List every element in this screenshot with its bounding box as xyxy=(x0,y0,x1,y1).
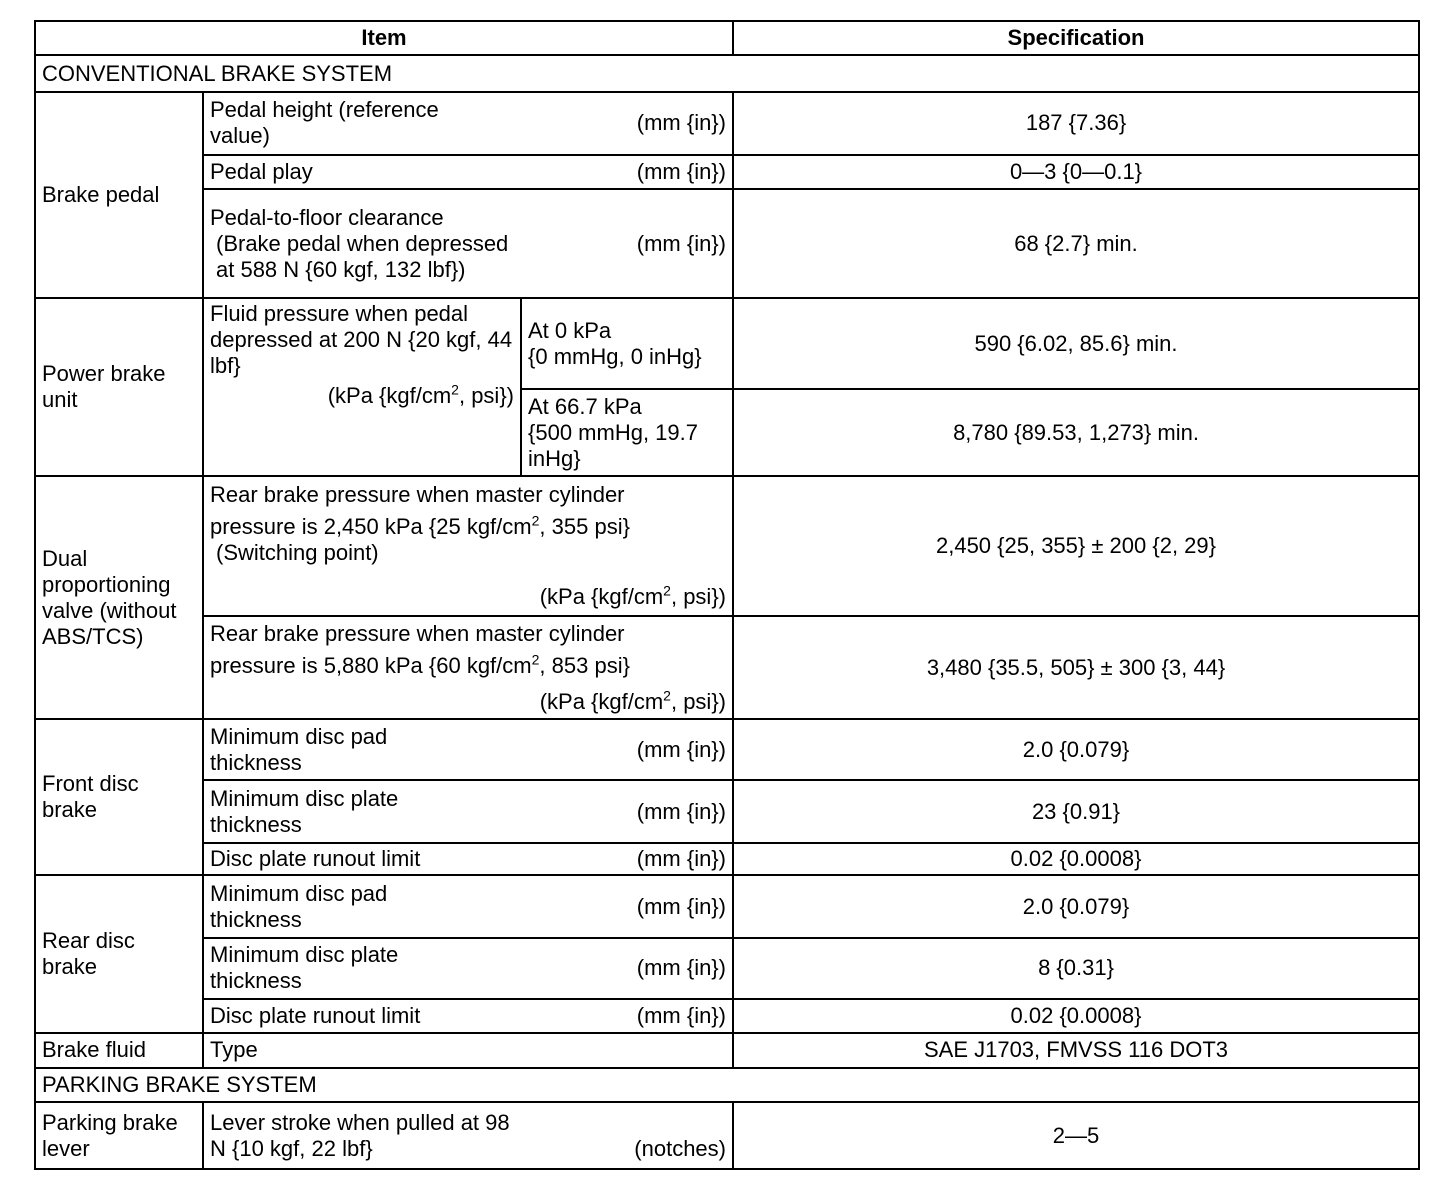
dual-row2-spec: 3,480 {35.5, 505} ± 300 {3, 44} xyxy=(733,616,1419,719)
line-text: , 355 psi} xyxy=(539,514,630,540)
cond-667kpa xyxy=(521,389,733,476)
front-plate-unit: (mm {in}) xyxy=(636,798,726,824)
dual-row1-line2 xyxy=(210,514,726,540)
table-row xyxy=(35,938,1419,999)
item-cell xyxy=(203,1102,733,1169)
rear-pad-unit: (mm {in}) xyxy=(636,893,726,919)
dual-row1-line3: (Switching point) xyxy=(216,540,379,566)
dual-row2-unit xyxy=(210,689,726,715)
section-row xyxy=(35,1068,1419,1102)
power-brake-item xyxy=(203,298,521,476)
brake-spec-table xyxy=(34,20,1420,1170)
line-sup: 2 xyxy=(531,513,540,529)
pedal-height-unit: (mm {in}) xyxy=(636,110,726,136)
dual-row2-line1: Rear brake pressure when master cylinder xyxy=(210,620,625,646)
parking-lever-desc: Lever stroke when pulled at 98 N {10 kgf, 22 lbf} xyxy=(210,1109,510,1161)
item-cell xyxy=(203,155,733,189)
table-row xyxy=(35,780,1419,843)
group-parking-lever: Parking brake lever xyxy=(35,1102,203,1169)
group-power-brake: Power brake unit xyxy=(35,298,203,476)
floor-clearance-line2: (Brake pedal when depressed at 588 N {60 kgf, 132 lbf}) xyxy=(216,230,509,282)
floor-clearance-line1: Pedal-to-floor clearance xyxy=(210,204,444,230)
unit-sup: 2 xyxy=(663,583,671,599)
front-pad-desc: Minimum disc pad thickness xyxy=(210,723,388,775)
line-text: pressure is 5,880 kPa {60 kgf/cm xyxy=(210,652,532,678)
group-brake-fluid: Brake fluid xyxy=(35,1033,203,1067)
cond-0kpa-line1: At 0 kPa xyxy=(528,317,612,343)
table-row xyxy=(35,298,1419,389)
unit-sup: 2 xyxy=(451,382,459,398)
item-cell xyxy=(203,875,733,938)
table-header-row xyxy=(35,21,1419,55)
pedal-play-unit: (mm {in}) xyxy=(636,158,726,184)
front-plate-spec: 23 {0.91} xyxy=(733,780,1419,843)
section-parking: PARKING BRAKE SYSTEM xyxy=(35,1068,1419,1102)
front-runout-unit: (mm {in}) xyxy=(636,846,726,872)
item-cell xyxy=(203,189,733,298)
brake-fluid-desc: Type xyxy=(203,1033,733,1067)
item-cell xyxy=(203,843,733,875)
rear-pad-desc: Minimum disc pad thickness xyxy=(210,880,388,932)
front-runout-spec: 0.02 {0.0008} xyxy=(733,843,1419,875)
unit-sup: 2 xyxy=(663,687,671,704)
dual-row2-line2 xyxy=(210,653,726,679)
group-rear-disc: Rear disc brake xyxy=(35,875,203,1033)
group-dual-valve: Dual proportioning valve (without ABS/TCS) xyxy=(35,476,203,719)
front-runout-desc: Disc plate runout limit xyxy=(210,846,421,872)
pedal-height-spec: 187 {7.36} xyxy=(733,92,1419,155)
table-row xyxy=(35,875,1419,938)
line-sup: 2 xyxy=(531,651,540,668)
item-cell xyxy=(203,719,733,780)
unit-text: (kPa {kgf/cm xyxy=(539,584,664,610)
front-pad-spec: 2.0 {0.079} xyxy=(733,719,1419,780)
table-row xyxy=(35,189,1419,298)
floor-clearance-desc xyxy=(210,205,530,283)
rear-plate-desc: Minimum disc plate thickness xyxy=(210,942,399,994)
cond-667kpa-line1: At 66.7 kPa xyxy=(528,393,642,419)
cond-667kpa-line2: {500 mmHg, 19.7 inHg} xyxy=(528,419,698,471)
rear-plate-spec: 8 {0.31} xyxy=(733,938,1419,999)
unit-text: (kPa {kgf/cm xyxy=(539,688,664,714)
cond-0kpa-spec: 590 {6.02, 85.6} min. xyxy=(733,298,1419,389)
unit-text: , psi}) xyxy=(458,383,514,409)
unit-text: (kPa {kgf/cm xyxy=(327,383,452,409)
section-row xyxy=(35,55,1419,91)
section-conventional: CONVENTIONAL BRAKE SYSTEM xyxy=(35,55,1419,91)
pedal-height-desc: Pedal height (reference value) xyxy=(210,97,439,149)
rear-runout-spec: 0.02 {0.0008} xyxy=(733,999,1419,1033)
floor-clearance-unit: (mm {in}) xyxy=(636,230,726,256)
table-row xyxy=(35,1033,1419,1067)
table-row xyxy=(35,616,1419,719)
table-row xyxy=(35,92,1419,155)
cond-0kpa xyxy=(521,298,733,389)
table-row xyxy=(35,155,1419,189)
header-specification: Specification xyxy=(733,21,1419,55)
group-brake-pedal: Brake pedal xyxy=(35,92,203,298)
cond-0kpa-line2: {0 mmHg, 0 inHg} xyxy=(528,343,702,369)
parking-lever-spec: 2—5 xyxy=(733,1102,1419,1169)
dual-row1-spec: 2,450 {25, 355} ± 200 {2, 29} xyxy=(733,476,1419,616)
table-row xyxy=(35,476,1419,616)
item-cell xyxy=(203,780,733,843)
table-row xyxy=(35,843,1419,875)
item-cell xyxy=(203,999,733,1033)
front-plate-desc: Minimum disc plate thickness xyxy=(210,785,399,837)
floor-clearance-spec: 68 {2.7} min. xyxy=(733,189,1419,298)
pedal-play-spec: 0—3 {0—0.1} xyxy=(733,155,1419,189)
unit-text: , psi}) xyxy=(670,688,726,714)
power-brake-desc: Fluid pressure when pedal depressed at 200 N {20 kgf, 44 lbf} xyxy=(210,301,513,379)
item-cell xyxy=(203,938,733,999)
rear-runout-unit: (mm {in}) xyxy=(636,1003,726,1028)
dual-row1-unit xyxy=(210,584,726,610)
table-row xyxy=(35,719,1419,780)
item-cell xyxy=(203,616,733,719)
item-cell xyxy=(203,476,733,616)
brake-fluid-spec: SAE J1703, FMVSS 116 DOT3 xyxy=(733,1033,1419,1067)
power-brake-unit xyxy=(210,383,514,409)
line-text: pressure is 2,450 kPa {25 kgf/cm xyxy=(210,514,532,540)
dual-row1-line1: Rear brake pressure when master cylinder xyxy=(210,482,625,508)
item-cell xyxy=(203,92,733,155)
pedal-play-desc: Pedal play xyxy=(210,158,313,184)
table-row xyxy=(35,1102,1419,1169)
front-pad-unit: (mm {in}) xyxy=(636,736,726,762)
table-row xyxy=(35,999,1419,1033)
unit-text: , psi}) xyxy=(670,584,726,610)
rear-plate-unit: (mm {in}) xyxy=(636,955,726,981)
rear-pad-spec: 2.0 {0.079} xyxy=(733,875,1419,938)
parking-lever-unit: (notches) xyxy=(634,1135,726,1161)
rear-runout-desc: Disc plate runout limit xyxy=(210,1003,421,1028)
header-item: Item xyxy=(35,21,733,55)
line-text: , 853 psi} xyxy=(539,652,630,678)
group-front-disc: Front disc brake xyxy=(35,719,203,875)
cond-667kpa-spec: 8,780 {89.53, 1,273} min. xyxy=(733,389,1419,476)
